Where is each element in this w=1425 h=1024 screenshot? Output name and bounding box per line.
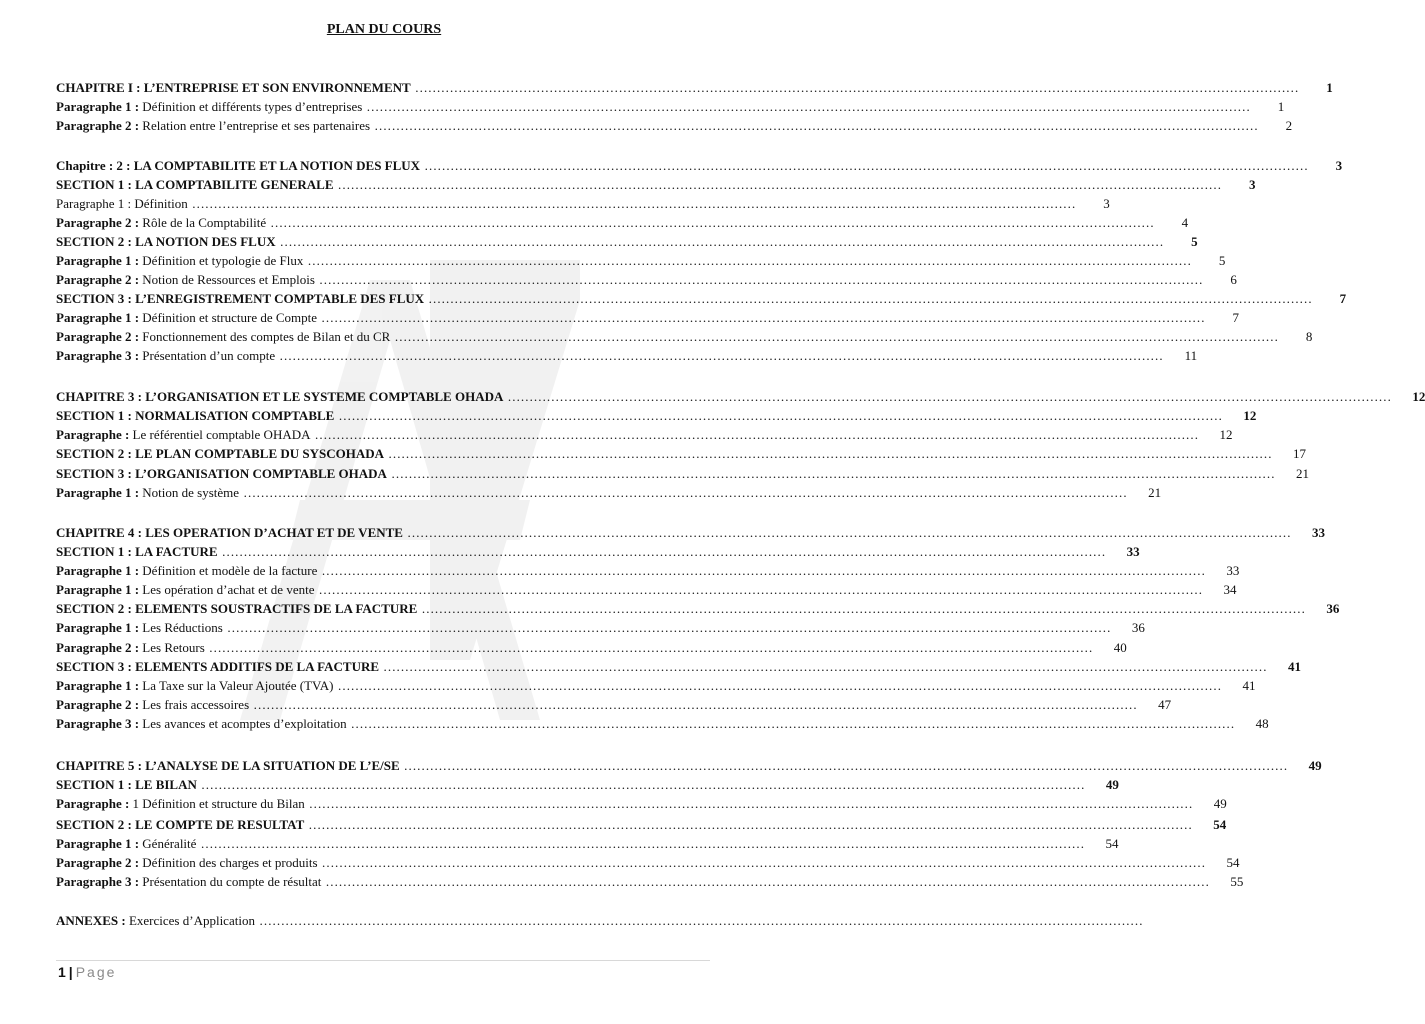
- toc-page-number: 41: [1242, 678, 1256, 693]
- leader-dots: [322, 855, 1206, 871]
- leader-dots: [404, 758, 1288, 774]
- toc-page-number: 12: [1219, 427, 1233, 442]
- toc-entry-paragraph: Paragraphe 2 : Rôle de la Comptabilité …………………………………………………………………………………………………………………………………………………………………………………… 4: [56, 215, 696, 233]
- toc-entry-paragraph: Paragraphe : Le référentiel comptable OHADA …………………………………………………………………………………………………………………………………………………………………………………… 12: [56, 427, 696, 445]
- leader-dots: [321, 310, 1205, 326]
- toc-page-number: 3: [1249, 177, 1256, 192]
- leader-dots: [428, 291, 1312, 307]
- toc-entry-section: SECTION 2 : LE COMPTE DE RESULTAT …………………………………………………………………………………………………………………………………………………………………………………… 54: [56, 817, 696, 835]
- leader-dots: [383, 659, 1267, 675]
- toc-page-number: 2: [1285, 118, 1293, 133]
- leader-dots: [366, 99, 1250, 115]
- toc-page-number: 1: [1326, 80, 1333, 95]
- toc-entry-paragraph: Paragraphe 1 : Définition et modèle de la facture …………………………………………………………………………………………………………………………………………………………………………………… 33: [56, 563, 696, 581]
- toc-entry-section: SECTION 3 : L’ENREGISTREMENT COMPTABLE DES FLUX …………………………………………………………………………………………………………………………………………………………………………………… 7: [56, 291, 696, 309]
- toc-entry-chapter-4: CHAPITRE 4 : LES OPERATION D’ACHAT ET DE VENTE …………………………………………………………………………………………………………………………………………………………………………………… 33: [56, 525, 696, 543]
- leader-dots: [337, 678, 1221, 694]
- leader-dots: [192, 196, 1076, 212]
- leader-dots: [222, 544, 1106, 560]
- leader-dots: [201, 777, 1085, 793]
- toc-entry-paragraph: Paragraphe 1 : Généralité …………………………………………………………………………………………………………………………………………………………………………………… 54: [56, 836, 696, 854]
- toc-page-number: 17: [1293, 446, 1307, 461]
- leader-dots: [394, 329, 1278, 345]
- toc-page-number: 5: [1191, 234, 1198, 249]
- leader-dots: [351, 716, 1235, 732]
- toc-page-number: 40: [1113, 640, 1127, 655]
- leader-dots: [279, 348, 1163, 364]
- leader-dots: [321, 563, 1205, 579]
- toc-page-number: 33: [1226, 563, 1240, 578]
- toc-entry-paragraph: Paragraphe 2 : Définition des charges et produits …………………………………………………………………………………………………………………………………………………………………………………… 54: [56, 855, 696, 873]
- toc-entry-section: SECTION 3 : ELEMENTS ADDITIFS DE LA FACTURE …………………………………………………………………………………………………………………………………………………………………………………… 41: [56, 659, 696, 677]
- footer-divider: [56, 960, 710, 961]
- toc-page-number: 54: [1105, 836, 1119, 851]
- toc-entry-chapter-2: Chapitre : 2 : LA COMPTABILITE ET LA NOTION DES FLUX …………………………………………………………………………………………………………………………………………………………………………………… 3: [56, 158, 696, 176]
- toc-page-number: 8: [1305, 329, 1313, 344]
- toc-entry-paragraph: Paragraphe 1 : Les opération d’achat et de vente …………………………………………………………………………………………………………………………………………………………………………………… 34: [56, 582, 696, 600]
- leader-dots: [307, 253, 1191, 269]
- leader-dots: [325, 874, 1209, 890]
- toc-page-number: 12: [1243, 408, 1257, 423]
- toc-page-number: 36: [1131, 620, 1145, 635]
- toc-entry-section: SECTION 3 : L’ORGANISATION COMPTABLE OHADA …………………………………………………………………………………………………………………………………………………………………………………… 21: [56, 466, 696, 484]
- leader-dots: [308, 817, 1192, 833]
- toc-page-number: 36: [1326, 601, 1340, 616]
- page-footer: [58, 964, 116, 980]
- toc-page-number: 48: [1255, 716, 1269, 731]
- leader-dots: [259, 913, 1143, 929]
- toc-page-number: 33: [1126, 544, 1140, 559]
- footer-page-number: 1: [58, 964, 66, 980]
- toc-entry-paragraph: Paragraphe 2 : Les frais accessoires …………………………………………………………………………………………………………………………………………………………………………………… 47: [56, 697, 696, 715]
- toc-entry-paragraph: Paragraphe 2 : Relation entre l’entreprise et ses partenaires …………………………………………………………………………………………………………………………………………………………………………………… 2: [56, 118, 696, 136]
- leader-dots: [338, 177, 1222, 193]
- leader-dots: [338, 408, 1222, 424]
- leader-dots: [309, 796, 1193, 812]
- toc-page-number: 54: [1226, 855, 1240, 870]
- toc-page-number: 1: [1277, 99, 1285, 114]
- leader-dots: [374, 118, 1258, 134]
- leader-dots: [253, 697, 1137, 713]
- footer-separator: |: [68, 964, 73, 980]
- toc-page-number: 33: [1311, 525, 1325, 540]
- toc-entry-paragraph: Paragraphe : 1 Définition et structure du Bilan …………………………………………………………………………………………………………………………………………………………………………………… 49: [56, 796, 696, 814]
- leader-dots: [507, 389, 1391, 405]
- leader-dots: [318, 582, 1202, 598]
- leader-dots: [424, 158, 1308, 174]
- toc-entry-chapter-3: CHAPITRE 3 : L’ORGANISATION ET LE SYSTEME COMPTABLE OHADA …………………………………………………………………………………………………………………………………………………………………………………… 12: [56, 389, 696, 407]
- leader-dots: [415, 80, 1299, 96]
- leader-dots: [270, 215, 1154, 231]
- toc-page-number: 54: [1213, 817, 1227, 832]
- leader-dots: [227, 620, 1111, 636]
- toc-page-number: 21: [1295, 466, 1309, 481]
- toc-entry-paragraph: Paragraphe 3 : Présentation du compte de résultat …………………………………………………………………………………………………………………………………………………………………………………… 55: [56, 874, 696, 892]
- leader-dots: [407, 525, 1291, 541]
- toc-entry-paragraph: Paragraphe 1 : Définition et structure de Compte …………………………………………………………………………………………………………………………………………………………………………………… 7: [56, 310, 696, 328]
- toc-page-number: 34: [1223, 582, 1237, 597]
- toc-entry-paragraph: Paragraphe 3 : Les avances et acomptes d’exploitation …………………………………………………………………………………………………………………………………………………………………………………… 48: [56, 716, 696, 734]
- leader-dots: [209, 640, 1093, 656]
- toc-page-number: 55: [1230, 874, 1244, 889]
- toc-page-number: 7: [1232, 310, 1240, 325]
- toc-entry-paragraph: Paragraphe 3 : Présentation d’un compte …………………………………………………………………………………………………………………………………………………………………………………… 11: [56, 348, 696, 366]
- toc-page-number: 5: [1218, 253, 1226, 268]
- toc-page-number: 6: [1230, 272, 1237, 287]
- toc-page-number: 7: [1339, 291, 1347, 306]
- leader-dots: [319, 272, 1203, 288]
- toc-page-number: 12: [1412, 389, 1425, 404]
- footer-page-label: Page: [75, 964, 117, 980]
- toc-entry-paragraph: Paragraphe 1 : Définition et différents types d’entreprises …………………………………………………………………………………………………………………………………………………………………………………… 1: [56, 99, 696, 117]
- leader-dots: [391, 466, 1275, 482]
- page-title: PLAN DU COURS: [326, 22, 442, 37]
- toc-entry-paragraph: Paragraphe 1 : Les Réductions …………………………………………………………………………………………………………………………………………………………………………………… 36: [56, 620, 696, 638]
- toc-entry-section: SECTION 2 : LA NOTION DES FLUX …………………………………………………………………………………………………………………………………………………………………………………… 5: [56, 234, 696, 252]
- toc-entry-chapter-1: CHAPITRE I : L’ENTREPRISE ET SON ENVIRONNEMENT …………………………………………………………………………………………………………………………………………………………………………………… 1: [56, 80, 696, 98]
- leader-dots: [280, 234, 1164, 250]
- toc-page-number: 21: [1148, 485, 1162, 500]
- leader-dots: [388, 446, 1272, 462]
- toc-entry-section: SECTION 1 : LA COMPTABILITE GENERALE …………………………………………………………………………………………………………………………………………………………………………………… 3: [56, 177, 696, 195]
- toc-entry-paragraph: Paragraphe 1 : Notion de système …………………………………………………………………………………………………………………………………………………………………………………… 21: [56, 485, 696, 503]
- toc-page-number: 49: [1213, 796, 1227, 811]
- toc-page-number: 47: [1158, 697, 1172, 712]
- toc-entry-section: SECTION 1 : LE BILAN …………………………………………………………………………………………………………………………………………………………………………………… 49: [56, 777, 696, 795]
- toc-page-number: 49: [1308, 758, 1322, 773]
- toc-entry-chapter-5: CHAPITRE 5 : L’ANALYSE DE LA SITUATION DE L’E/SE …………………………………………………………………………………………………………………………………………………………………………………… 49: [56, 758, 696, 776]
- leader-dots: [243, 485, 1127, 501]
- toc-entry-section: SECTION 2 : LE PLAN COMPTABLE DU SYSCOHADA …………………………………………………………………………………………………………………………………………………………………………………… 17: [56, 446, 696, 464]
- toc-entry-paragraph: Paragraphe 1 : Définition et typologie de Flux …………………………………………………………………………………………………………………………………………………………………………………… 5: [56, 253, 696, 271]
- toc-entry-paragraph: Paragraphe 1 : La Taxe sur la Valeur Ajoutée (TVA) …………………………………………………………………………………………………………………………………………………………………………………… 41: [56, 678, 696, 696]
- toc-entry-paragraph: Paragraphe 2 : Les Retours …………………………………………………………………………………………………………………………………………………………………………………… 40: [56, 640, 696, 658]
- toc-entry-paragraph: Paragraphe 1 : Définition …………………………………………………………………………………………………………………………………………………………………………………… 3: [56, 196, 696, 214]
- toc-entry-section: SECTION 1 : NORMALISATION COMPTABLE …………………………………………………………………………………………………………………………………………………………………………………… 12: [56, 408, 696, 426]
- toc-page-number: 4: [1181, 215, 1189, 230]
- toc-entry-annexes: ANNEXES : Exercices d’Application ……………………………………………………………………………………………………………………………………………………………………………………: [56, 913, 696, 931]
- toc-page-number: 3: [1103, 196, 1110, 211]
- leader-dots: [200, 836, 1084, 852]
- toc-page-number: 11: [1184, 348, 1198, 363]
- toc-entry-paragraph: Paragraphe 2 : Fonctionnement des comptes de Bilan et du CR …………………………………………………………………………………………………………………………………………………………………………………… 8: [56, 329, 696, 347]
- toc-page-number: 3: [1335, 158, 1343, 173]
- leader-dots: [315, 427, 1199, 443]
- toc-entry-paragraph: Paragraphe 2 : Notion de Ressources et Emplois …………………………………………………………………………………………………………………………………………………………………………………… 6: [56, 272, 696, 290]
- leader-dots: [421, 601, 1305, 617]
- toc-page-number: 41: [1288, 659, 1302, 674]
- toc-entry-section: SECTION 2 : ELEMENTS SOUSTRACTIFS DE LA FACTURE …………………………………………………………………………………………………………………………………………………………………………………… 36: [56, 601, 696, 619]
- toc-page-number: 49: [1105, 777, 1119, 792]
- toc-entry-section: SECTION 1 : LA FACTURE …………………………………………………………………………………………………………………………………………………………………………………… 33: [56, 544, 696, 562]
